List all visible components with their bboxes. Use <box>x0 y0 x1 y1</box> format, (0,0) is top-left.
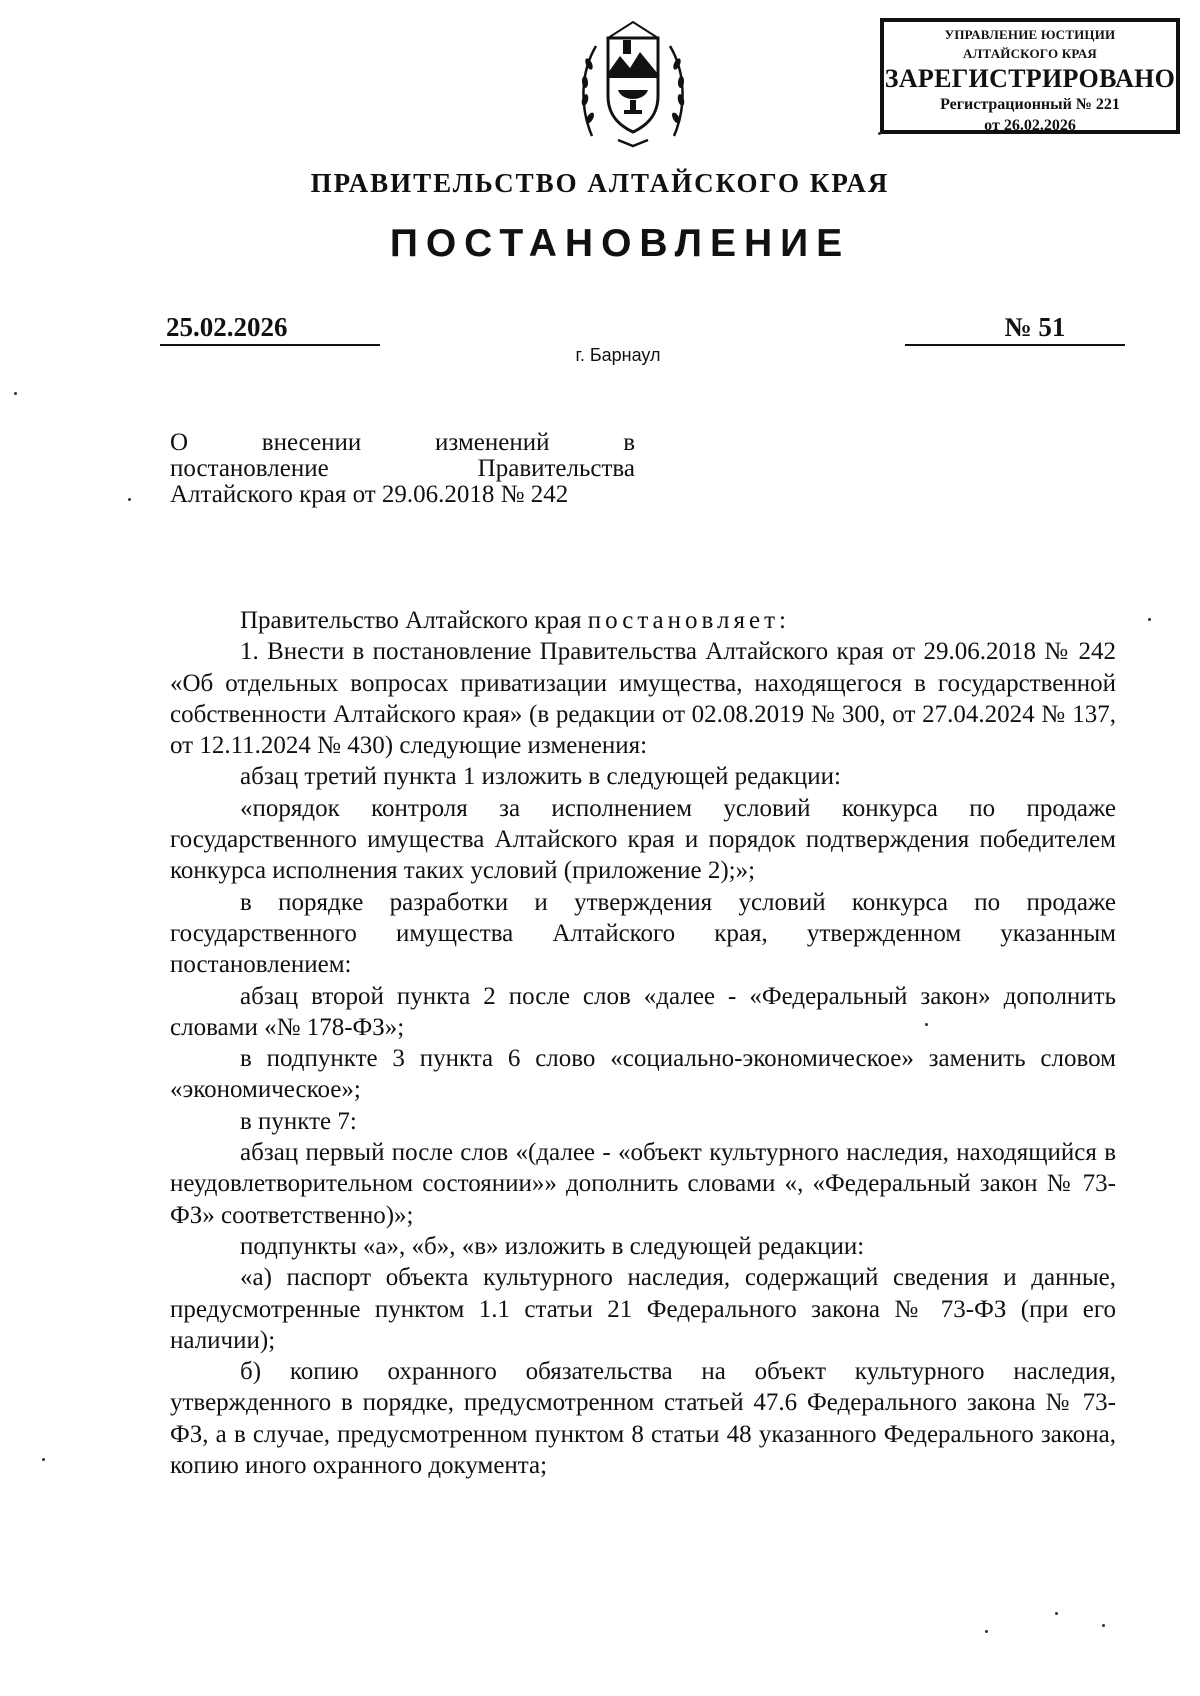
body-paragraph: в порядке разработки и утверждения условий конкурса по продаже государственного имущества Алтайского края, утвержденном указанным постановлением: <box>170 888 1116 979</box>
scan-speck <box>128 498 131 501</box>
body-paragraph: в пункте 7: <box>240 1107 357 1135</box>
body-paragraph: в подпункте 3 пункта 6 слово «социально-экономическое» заменить словом «экономическое»; <box>170 1045 1116 1104</box>
body-paragraph: абзац первый после слов «(далее - «объект культурного наследия, находящийся в неудовлетворительном состоянии»» дополнить словами «, «Федеральный закон № 73-ФЗ» соответственно)»; <box>170 1139 1116 1229</box>
document-subject <box>170 430 635 508</box>
body-paragraph: «а) паспорт объекта культурного наследия, содержащий сведения и данные, предусмотренные пунктом 1.1 статьи 21 Федерального закона № 73-ФЗ (при его наличии); <box>170 1264 1116 1354</box>
scan-speck <box>42 1458 45 1461</box>
body-paragraph: «порядок контроля за исполнением условий конкурса по продаже государственного имущества Алтайского края и порядок подтверждения победителем конкурса исполнения таких условий (приложение 2);»; <box>170 794 1116 885</box>
document-number: № 51 <box>905 310 1125 346</box>
altai-krai-coat-of-arms-icon <box>578 18 688 150</box>
scan-speck <box>1055 1612 1058 1615</box>
intro-suffix: : <box>779 607 786 634</box>
scan-speck <box>1148 618 1151 621</box>
government-title: ПРАВИТЕЛЬСТВО АЛТАЙСКОГО КРАЯ <box>310 168 890 198</box>
subject-line: Алтайского края от 29.06.2018 № 242 <box>170 481 569 508</box>
subject-line: постановление Правительства <box>170 455 635 482</box>
scan-speck <box>14 392 17 395</box>
body-paragraph: абзац второй пункта 2 после слов «далее - «Федеральный закон» дополнить словами «№ 178-ФЗ»; <box>170 982 1116 1041</box>
stamp-org-line2: АЛТАЙСКОГО КРАЯ <box>963 46 1097 61</box>
subject-line: О внесении изменений в <box>170 429 635 456</box>
stamp-reg-date: от 26.02.2026 <box>984 117 1076 134</box>
intro-keyword: постановляет <box>587 607 779 634</box>
intro-prefix: Правительство Алтайского края <box>240 607 588 634</box>
intro-paragraph <box>170 605 1116 636</box>
document-type: ПОСТАНОВЛЕНИЕ <box>389 222 851 265</box>
body-paragraph: 1. Внести в постановление Правительства Алтайского края от 29.06.2018 № 242 «Об отдельных вопросах приватизации имущества, находящегося в государственной собственности Алтайского края» (в редакции от 02.08.2019 № 300, от 27.04.2024 № 137, от 12.11.2024 № 430) следующие изменения: <box>170 638 1116 760</box>
stamp-org-line1: УПРАВЛЕНИЕ ЮСТИЦИИ <box>944 27 1116 42</box>
city: г. Барнаул <box>575 345 661 365</box>
body-paragraph: подпункты «а», «б», «в» изложить в следующей редакции: <box>240 1232 865 1260</box>
scan-speck <box>985 1630 988 1633</box>
document-body <box>170 605 1116 1481</box>
stamp-reg-number: Регистрационный № 221 <box>940 96 1120 113</box>
scan-speck <box>878 132 881 135</box>
scan-speck <box>925 1023 928 1026</box>
stamp-status: ЗАРЕГИСТРИРОВАНО <box>884 64 1176 93</box>
body-paragraph: б) копию охранного обязательства на объект культурного наследия, утвержденного в порядке, предусмотренном статьей 47.6 Федерального закона № 73-ФЗ, а в случае, предусмотренном пунктом 8 статьи 48 указанного Федерального закона, копию иного охранного документа; <box>170 1358 1116 1480</box>
body-paragraph: абзац третий пункта 1 изложить в следующей редакции: <box>240 763 841 791</box>
scan-speck <box>1102 1624 1105 1627</box>
registration-stamp <box>880 18 1180 134</box>
document-date: 25.02.2026 <box>160 310 380 346</box>
